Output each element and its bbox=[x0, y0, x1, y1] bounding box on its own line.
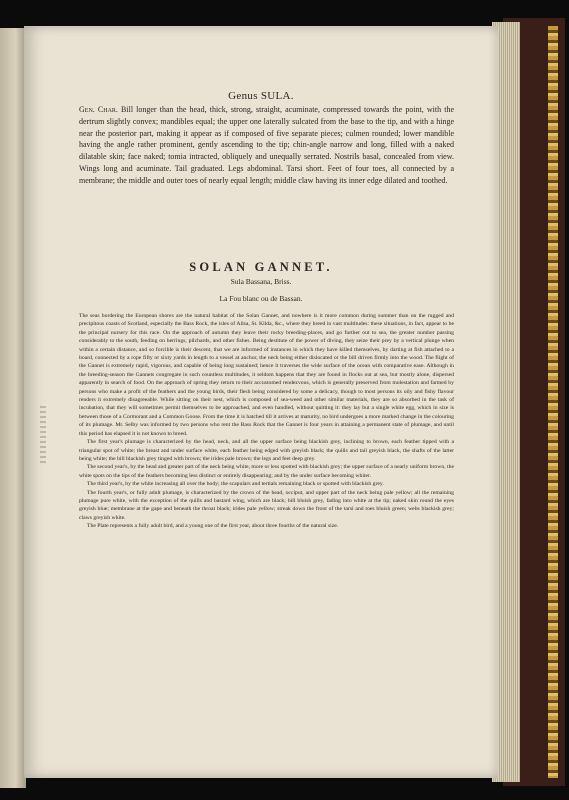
paragraph: The fourth year's, or fully adult plumage, is characterized by the crown of the head, occiput, and upper part of the neck being pale yellow; all the remaining plumage pure white, with the exception of the quills and bastard wing, which are black; bill bluish grey, fading into white at the tip; naked skin round the eyes greyish blue; membrane at the gape and beneath the throat black; irides pale yellow; streak down the front of the tarsi and toes bluish green; webs blackish grey; claws greyish white. bbox=[79, 489, 454, 521]
scientific-name: Sula Bassana, Briss. bbox=[230, 277, 292, 286]
generic-characters bbox=[79, 104, 454, 187]
species-title: SOLAN GANNET. bbox=[189, 260, 333, 274]
body-text bbox=[79, 312, 454, 531]
paragraph: The first year's plumage is characterized by the head, neck, and all the upper surface being blackish grey, inclining to brown, each feather tipped with a triangular spot of white; the breast and under surface white, each feather being edged with greyish black; the quills and tail greyish black, the shafts of the latter being white; the bill blackish grey tinged with brown; the irides pale brown; the legs and feet deep grey. bbox=[79, 439, 454, 462]
genus-title: Genus SULA. bbox=[228, 90, 294, 102]
pencil-margin-mark bbox=[40, 406, 46, 466]
paragraph: The Plate represents a fully adult bird, and a young one of the first year, about three fourths of the natural size. bbox=[87, 523, 339, 530]
book-page bbox=[24, 26, 498, 778]
paragraph: The second year's, by the head and greater part of the neck being white, more or less spotted with blackish grey; the upper surface of a nearly uniform brown, the white spots on the tips of the feathers becoming less distinct or entirely disappearing; and by the under surface becoming whiter. bbox=[79, 464, 454, 479]
french-name: La Fou blanc ou de Bassan. bbox=[219, 294, 303, 303]
paragraph: The third year's, by the white increasing all over the body; the scapulars and tertials remaining black or spotted with blackish grey. bbox=[87, 481, 384, 488]
left-page-edge bbox=[0, 28, 26, 788]
gen-char-lead: Gen. Char. bbox=[79, 105, 118, 114]
gilt-border-decoration bbox=[548, 26, 558, 778]
paragraph: The seas bordering the European shores are the natural habitat of the Solan Gannet, and nowhere is it more common during summer than on the rugged and precipitous coasts of Scotland, especially the Bass Rock, the isles of Ailsa, St. Kilda, &c., where they breed in vast multitudes: these situations, in fact, appear to be the principal nursery for this race. On the approach of autumn they leave their rocky breeding-places, and go further out to sea, the greater number passing considerably to the south, feeding on herrings, pilchards, and other fishes. Being destitute of the power of diving, they seize their prey by a vertical plunge when within a certain distance, and so forcible is their descent, that we are informed of instances in which they have killed themselves, by darting at fish attached to a board, connected by a rope fifty or sixty yards in length to a vessel at anchor, the neck being either dislocated or the bill driven firmly into the wood. The flight of the Gannet is extremely rapid, vigorous, and capable of being long sustained; hence it traverses the wide surface of the ocean with comparative ease. Although in the breeding-season the Gannets congregate in such countless multitudes, it seldom happens that they are found in flocks out at sea, but mostly alone, dispersed apparently in search of food. On the approach of spring they return to their accustomed rendezvous, which is generally preserved from molestation and farmed by persons who make a profit of the feathers and the young birds, their flesh being considered by some a delicacy, though to most persons its oily and fishy flavour renders it extremely disagreeable. While sitting on their nest, which is composed of sea-weed and other similar materials, they are so absorbed in the task of incubation, that they will sometimes permit themselves to be approached, and even handled, without quitting it: they lay but a single white egg, which in size is between those of a Cormorant and a Common Goose. From the time it is hatched till it arrives at maturity, no bird undergoes a more marked change in the colouring of its plumage. Mr. Selby was informed by two persons who rent the Bass Rock that the Gannet is four years in attaining a permanent state of plumage, and until this period has elapsed it is not known to breed. bbox=[79, 313, 454, 437]
gen-char-text: Bill longer than the head, thick, strong, straight, acuminate, compressed towards the point, with the dertrum slightly convex; mandibles equal; the upper one laterally sulcated from the base to the tip, and with a hinge near the posterior part, making it appear as if composed of five separate pieces; culmen rounded; lower mandible having the angle rather prominent, gently ascending to the tip; chin-angle narrow and long, filled with a naked dilatable skin; face naked; tomia intracted, obliquely and unequally serrated. Nostrils basal, concealed from view. Wings long and acuminate. Tail graduated. Legs abdominal. Tarsi short. Feet of four toes, all connected by a membrane; the middle and outer toes of nearly equal length; middle claw having its inner edge dilated and toothed. bbox=[79, 105, 455, 185]
